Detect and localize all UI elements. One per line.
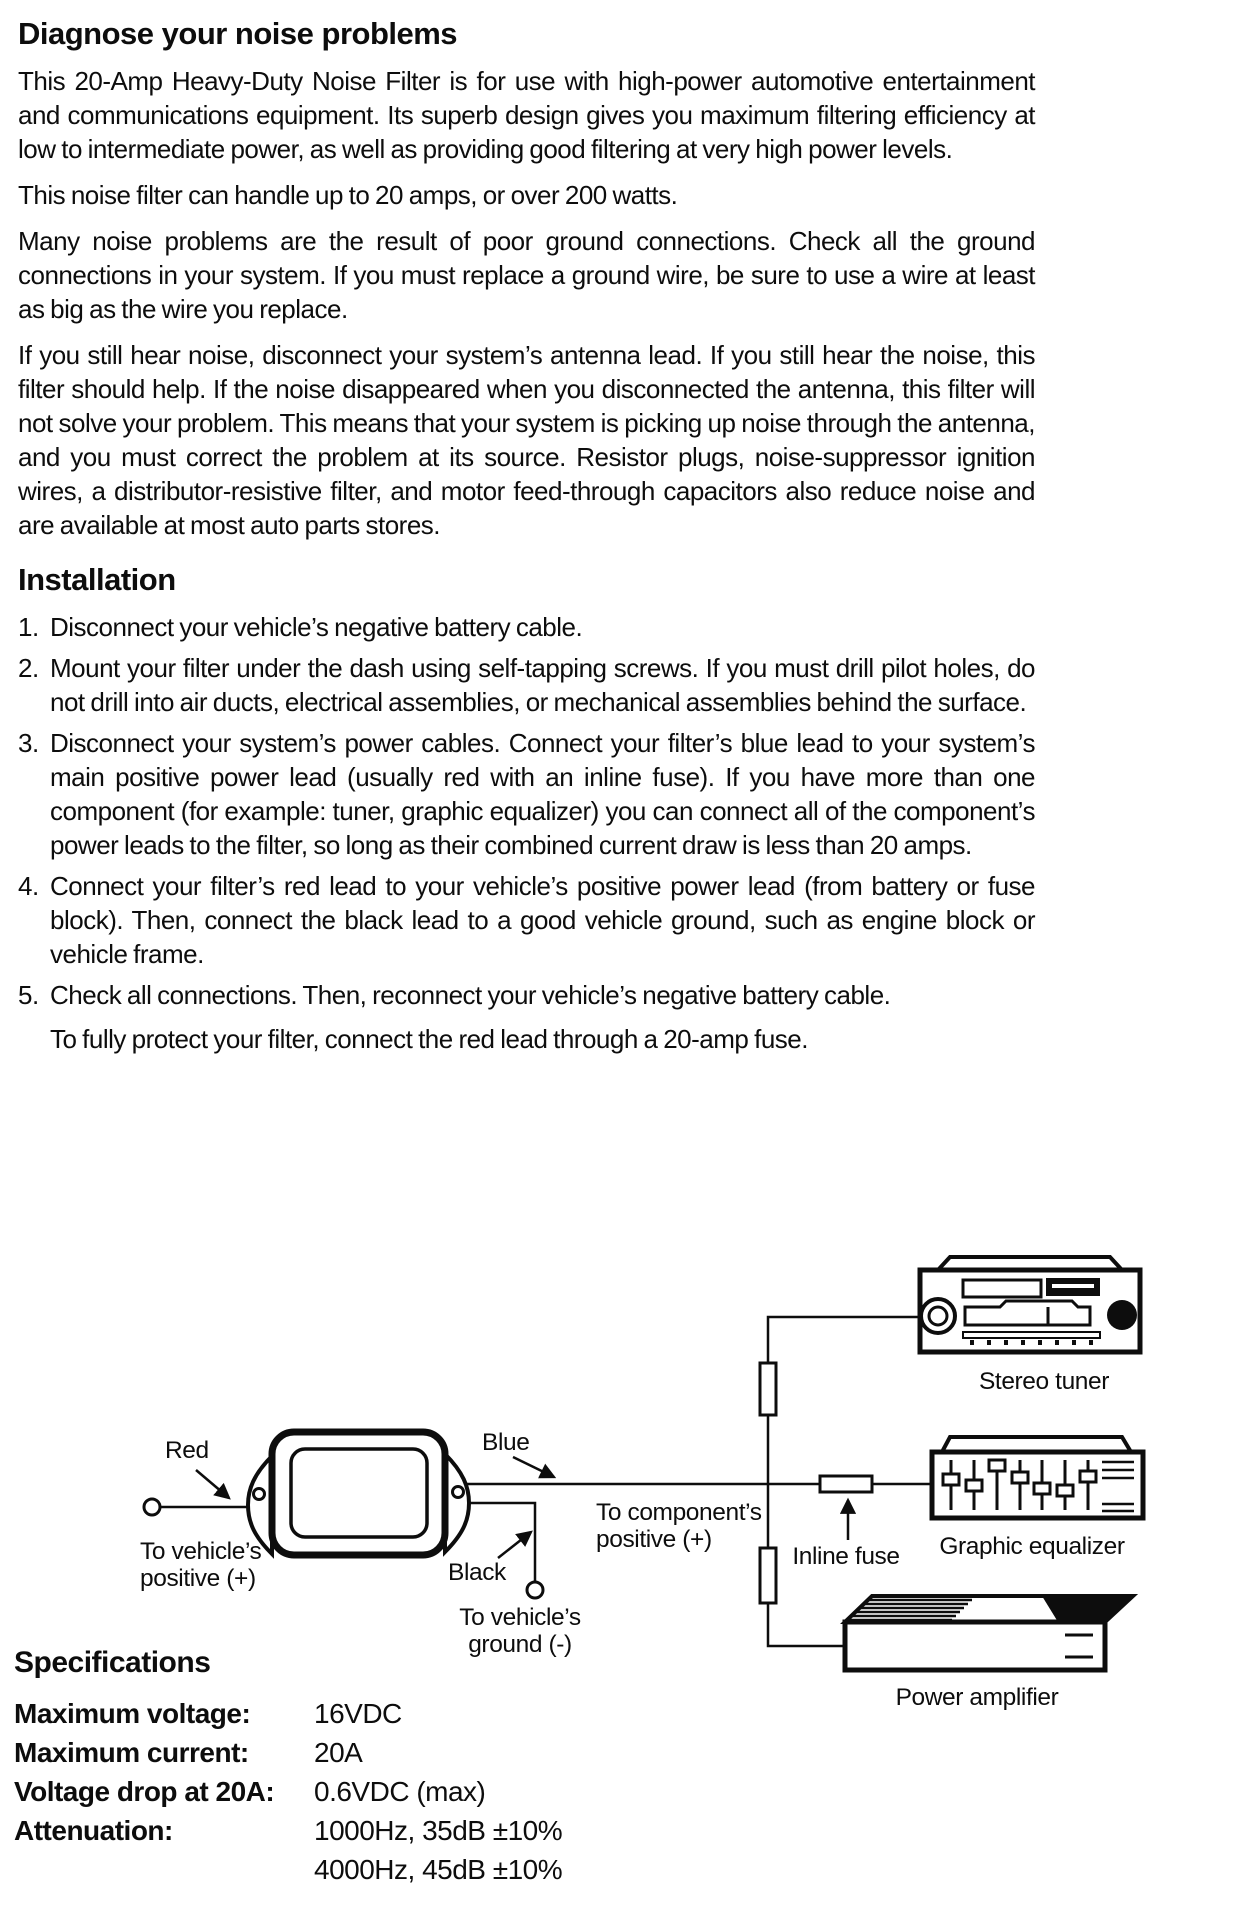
installation-step-2 — [18, 651, 1035, 719]
spec-row-max-voltage — [14, 1694, 654, 1733]
spec-value: 0.6VDC (max) — [314, 1776, 486, 1807]
spec-row-attenuation — [14, 1811, 654, 1889]
fuse-protection-note: To fully protect your filter, connect the red lead through a 20-amp fuse. — [50, 1024, 808, 1054]
bus-wire-to-tuner — [768, 1317, 920, 1484]
step-text: Check all connections. Then, reconnect your vehicle’s negative battery cable. — [50, 980, 891, 1010]
vehicle-positive-label: To vehicle’s — [140, 1538, 262, 1565]
tuner-display — [963, 1280, 1041, 1297]
component-positive-label: To component’s — [596, 1499, 762, 1526]
tuner-knob-icon — [1107, 1300, 1137, 1330]
positive-terminal-icon — [144, 1499, 160, 1515]
spec-label: Attenuation: — [14, 1815, 173, 1846]
vehicle-ground-label: ground (-) — [468, 1631, 572, 1658]
spec-label: Voltage drop at 20A: — [14, 1776, 275, 1807]
filter-right-mount-tab — [445, 1454, 469, 1552]
step-text: Connect your filter’s red lead to your vehicle’s positive power lead (from battery or fuse block). Then, connect the black lead to a good vehicle ground, such as engine block or vehicle frame. — [50, 871, 1035, 969]
red-arrow-icon — [196, 1470, 229, 1498]
step-text: Disconnect your vehicle’s negative battery cable. — [50, 612, 583, 642]
step-text: Mount your filter under the dash using self-tapping screws. If you must drill pilot holes, do not drill into air ducts, electrical assemblies, or mechanical assemblies behind the surface. — [50, 653, 1035, 717]
specifications-section — [14, 1646, 654, 1889]
installation-step-1 — [18, 610, 1035, 644]
filter-case-inner — [291, 1449, 427, 1537]
installation-step-3 — [18, 726, 1035, 862]
tuner-dial-strip — [963, 1332, 1100, 1338]
step-number: 2. — [18, 653, 39, 683]
fuse-icon-top — [760, 1363, 776, 1415]
red-wire-label: Red — [165, 1437, 209, 1464]
graphic-equalizer-drawing — [932, 1437, 1143, 1518]
step-number: 3. — [18, 728, 39, 758]
stereo-tuner-label: Stereo tuner — [978, 1368, 1110, 1395]
heading-diagnose: Diagnose your noise problems — [18, 16, 458, 51]
step-number: 5. — [18, 980, 39, 1010]
spec-label: Maximum voltage: — [14, 1698, 251, 1729]
spec-value: 1000Hz, 35dB ±10% — [314, 1815, 563, 1846]
step-number: 1. — [18, 612, 39, 642]
blue-arrow-icon — [513, 1457, 554, 1477]
graphic-equalizer-label: Graphic equalizer — [939, 1533, 1125, 1560]
black-wire-label: Black — [448, 1559, 506, 1586]
noise-filter-drawing — [248, 1432, 469, 1555]
intro-paragraph-1: This 20-Amp Heavy-Duty Noise Filter is for use with high-power automotive entertainment and communications equipment. Its superb design gives you maximum filtering efficiency at low to intermediate power, as well as providing good filtering at very high power levels. — [18, 66, 1035, 164]
installation-step-5 — [18, 978, 1035, 1012]
component-positive-label: positive (+) — [596, 1526, 712, 1553]
spec-value: 4000Hz, 45dB ±10% — [314, 1854, 563, 1885]
screw-hole-icon — [254, 1489, 265, 1500]
installation-step-4 — [18, 869, 1035, 971]
vehicle-positive-label: positive (+) — [140, 1565, 256, 1592]
spec-value: 16VDC — [314, 1698, 402, 1729]
black-arrow-icon — [498, 1532, 531, 1558]
step-text: Disconnect your system’s power cables. Connect your filter’s blue lead to your system’s main positive power lead (usually red with an inline fuse). If you have more than one component (for example: tuner, graphic equalizer) you can connect all of the component’s power leads to the filter, so long as their combined current draw is less than 20 amps. — [50, 728, 1035, 860]
step-number: 4. — [18, 871, 39, 901]
heading-specifications: Specifications — [14, 1646, 211, 1679]
spec-row-voltage-drop — [14, 1772, 654, 1811]
spec-label: Maximum current: — [14, 1737, 249, 1768]
heading-installation: Installation — [18, 562, 176, 597]
stereo-tuner-drawing — [920, 1257, 1140, 1352]
fuse-icon-bottom — [760, 1548, 776, 1603]
spec-row-max-current — [14, 1733, 654, 1772]
spec-value: 20A — [314, 1737, 363, 1768]
vehicle-ground-label: To vehicle’s — [459, 1604, 581, 1631]
screw-hole-icon — [453, 1487, 464, 1498]
intro-paragraph-2: This noise filter can handle up to 20 amps, or over 200 watts. — [18, 180, 678, 210]
blue-wire-label: Blue — [482, 1429, 530, 1456]
power-amplifier-drawing — [845, 1596, 1133, 1670]
inline-fuse-label: Inline fuse — [792, 1543, 900, 1570]
wiring-diagram — [0, 1232, 1252, 1712]
intro-paragraph-3: Many noise problems are the result of poor ground connections. Check all the ground connections in your system. If you must replace a ground wire, be sure to use a wire at least as big as the wire you replace. — [18, 226, 1035, 324]
inline-fuse-icon — [820, 1476, 872, 1492]
intro-paragraph-4: If you still hear noise, disconnect your system’s antenna lead. If you still hear the noise, this filter should help. If the noise disappeared when you disconnected the antenna, this filter will not solve your problem. This means that your system is picking up noise through the antenna, and you must correct the problem at its source. Resistor plugs, noise-suppressor ignition wires, a distributor-resistive filter, and motor feed-through capacitors also reduce noise and are available at most auto parts stores. — [18, 340, 1035, 540]
text-column — [18, 10, 1035, 1056]
power-amplifier-label: Power amplifier — [895, 1684, 1059, 1711]
ground-terminal-icon — [527, 1582, 543, 1598]
